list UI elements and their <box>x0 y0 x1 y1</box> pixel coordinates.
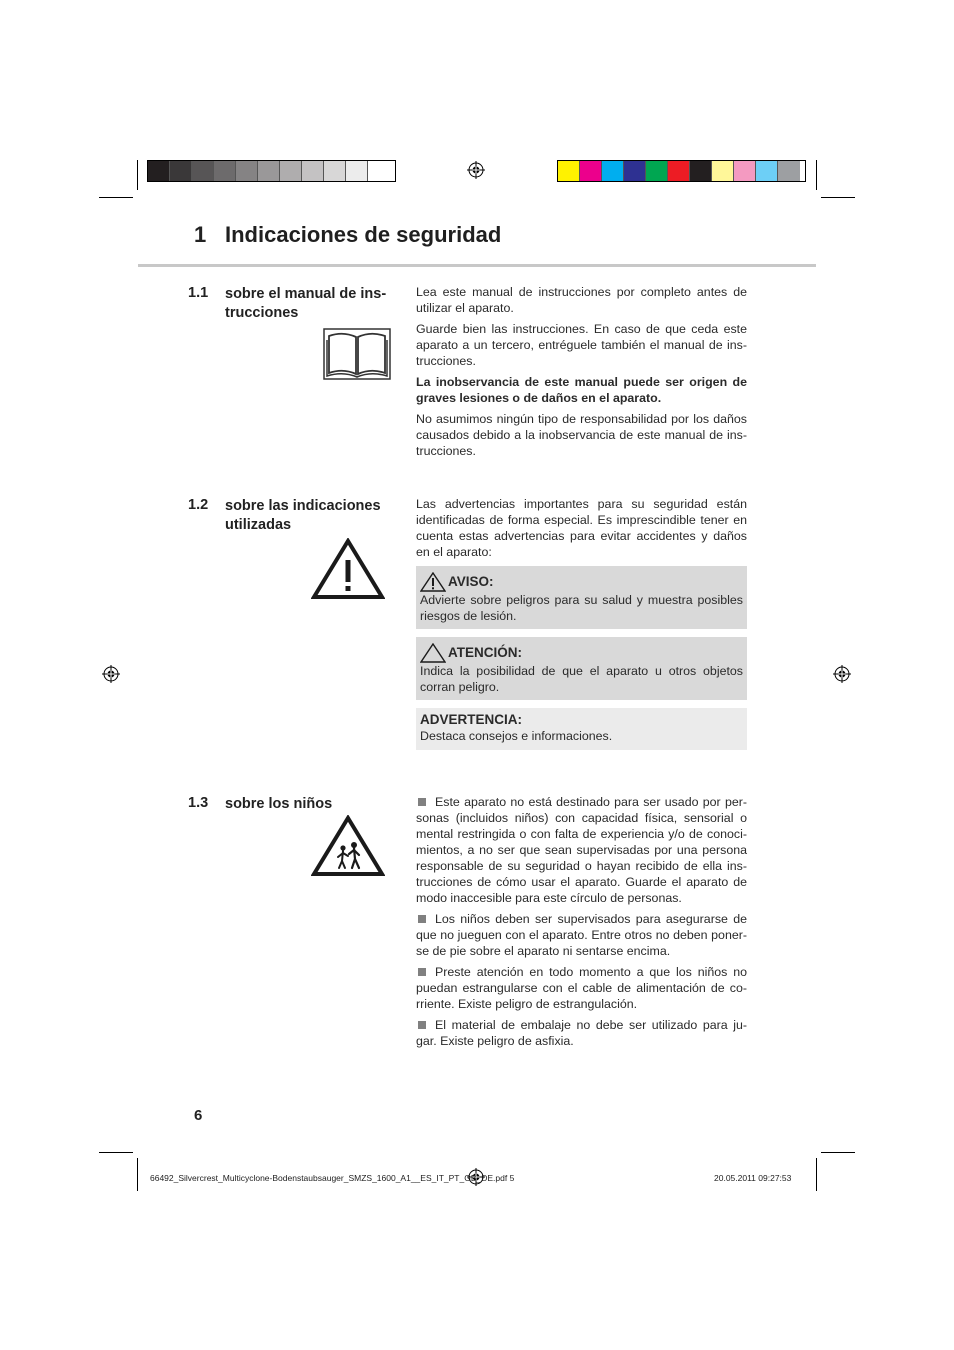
crop-mark <box>821 1152 855 1153</box>
paragraph: Guarde bien las instrucciones. En caso de que ceda este aparato a un tercero, entréguele también el manual de ins-trucciones. <box>416 322 747 368</box>
color-swatch <box>558 161 580 181</box>
color-calibration-strip <box>557 160 806 182</box>
notice-atencion <box>416 637 747 700</box>
bullet-square-icon <box>418 915 426 923</box>
color-swatch <box>646 161 668 181</box>
gray-swatch <box>192 161 214 181</box>
gray-swatch <box>280 161 302 181</box>
section-title: sobre el manual de ins-trucciones <box>225 286 387 321</box>
crop-mark <box>99 1152 133 1153</box>
section-number: 1.1 <box>188 285 209 301</box>
heading-divider <box>138 264 816 267</box>
children-warning-icon <box>311 815 385 877</box>
book-icon <box>323 328 391 380</box>
section-title: sobre las indicaciones utilizadas <box>225 498 381 533</box>
section-body <box>416 284 747 464</box>
notice-title: AVISO: <box>448 574 494 589</box>
color-swatch <box>690 161 712 181</box>
gray-calibration-strip <box>147 160 396 182</box>
notice-text: Advierte sobre peligros para su salud y muestra posibles riesgos de lesión. <box>420 593 743 623</box>
notice-title: ATENCIÓN: <box>448 645 522 660</box>
color-swatch <box>778 161 800 181</box>
warning-triangle-icon <box>311 538 385 600</box>
bullet-square-icon <box>418 798 426 806</box>
notice-text: Destaca consejos e informaciones. <box>420 729 613 743</box>
section-number: 1.2 <box>188 497 209 513</box>
bullet-square-icon <box>418 968 426 976</box>
color-swatch <box>668 161 690 181</box>
list-item: Los niños deben ser supervisados para asegurarse de que no jueguen con el aparato. Entre otros no deben poner-se de pie sobre el aparato ni sentarse encima. <box>416 912 747 958</box>
footer-timestamp: 20.05.2011 09:27:53 <box>714 1173 792 1183</box>
notice-title: ADVERTENCIA: <box>420 712 523 727</box>
color-swatch <box>734 161 756 181</box>
list-item: El material de embalaje no debe ser utilizado para ju-gar. Existe peligro de asfixia. <box>416 1018 747 1048</box>
crop-mark <box>137 1158 138 1191</box>
crop-mark <box>821 197 855 198</box>
paragraph: No asumimos ningún tipo de responsabilidad por los daños causados debido a la inobservancia de este manual de ins-trucciones. <box>416 412 747 458</box>
registration-mark-icon <box>102 665 120 683</box>
children-bullet-list <box>416 794 747 1054</box>
crop-mark <box>137 160 138 190</box>
list-item: Preste atención en todo momento a que los niños no puedan estrangularse con el cable de alimentación de co-rriente. Existe peligro de estrangulación. <box>416 965 747 1011</box>
notice-text: Indica la posibilidad de que el aparato u otros objetos corran peligro. <box>420 664 743 694</box>
gray-swatch <box>302 161 324 181</box>
color-swatch <box>712 161 734 181</box>
registration-mark-icon <box>467 161 485 179</box>
crop-mark <box>816 1158 817 1191</box>
gray-swatch <box>368 161 390 181</box>
color-swatch <box>602 161 624 181</box>
chapter-number: 1 <box>194 222 207 247</box>
notice-advertencia <box>416 708 747 750</box>
gray-swatch <box>236 161 258 181</box>
section-intro: Las advertencias importantes para su seguridad están identificadas de forma especial. Es imprescindible tener en cuenta estas advertencias para evitar accidentes y daños en el aparato: <box>416 497 747 559</box>
list-item: Este aparato no está destinado para ser usado por per-sonas (incluidos niños) con capacidad física, sensorial o mental restringida o con falta de experiencia y/o de conoci-mientos, a no ser que sean supervisadas por una persona responsable de su seguridad o hayan recibido de ella ins-trucciones de cómo usar el aparato. Guarde el aparato de modo inaccesible para este círculo de personas. <box>416 795 747 905</box>
section-number: 1.3 <box>188 795 209 811</box>
crop-mark <box>99 197 133 198</box>
registration-mark-icon <box>833 665 851 683</box>
color-swatch <box>756 161 778 181</box>
gray-swatch <box>324 161 346 181</box>
gray-swatch <box>214 161 236 181</box>
section-title: sobre los niños <box>225 796 333 812</box>
color-swatch <box>580 161 602 181</box>
chapter-title: Indicaciones de seguridad <box>225 222 502 247</box>
color-swatch <box>624 161 646 181</box>
page-number: 6 <box>194 1107 203 1124</box>
gray-swatch <box>258 161 280 181</box>
gray-swatch <box>346 161 368 181</box>
bullet-square-icon <box>418 1021 426 1029</box>
caution-triangle-icon <box>420 643 446 663</box>
footer-filename: 66492_Silvercrest_Multicyclone-Bodenstaubsauger_SMZS_1600_A1__ES_IT_PT_GB_DE.pdf 5 <box>150 1173 515 1183</box>
notice-aviso <box>416 566 747 629</box>
gray-swatch <box>148 161 170 181</box>
paragraph: Lea este manual de instrucciones por completo antes de utilizar el aparato. <box>416 285 747 315</box>
gray-swatch <box>170 161 192 181</box>
warning-small-icon <box>420 572 446 592</box>
crop-mark <box>816 160 817 190</box>
warning-paragraph: La inobservancia de este manual puede ser origen de graves lesiones o de daños en el aparato. <box>416 375 747 405</box>
